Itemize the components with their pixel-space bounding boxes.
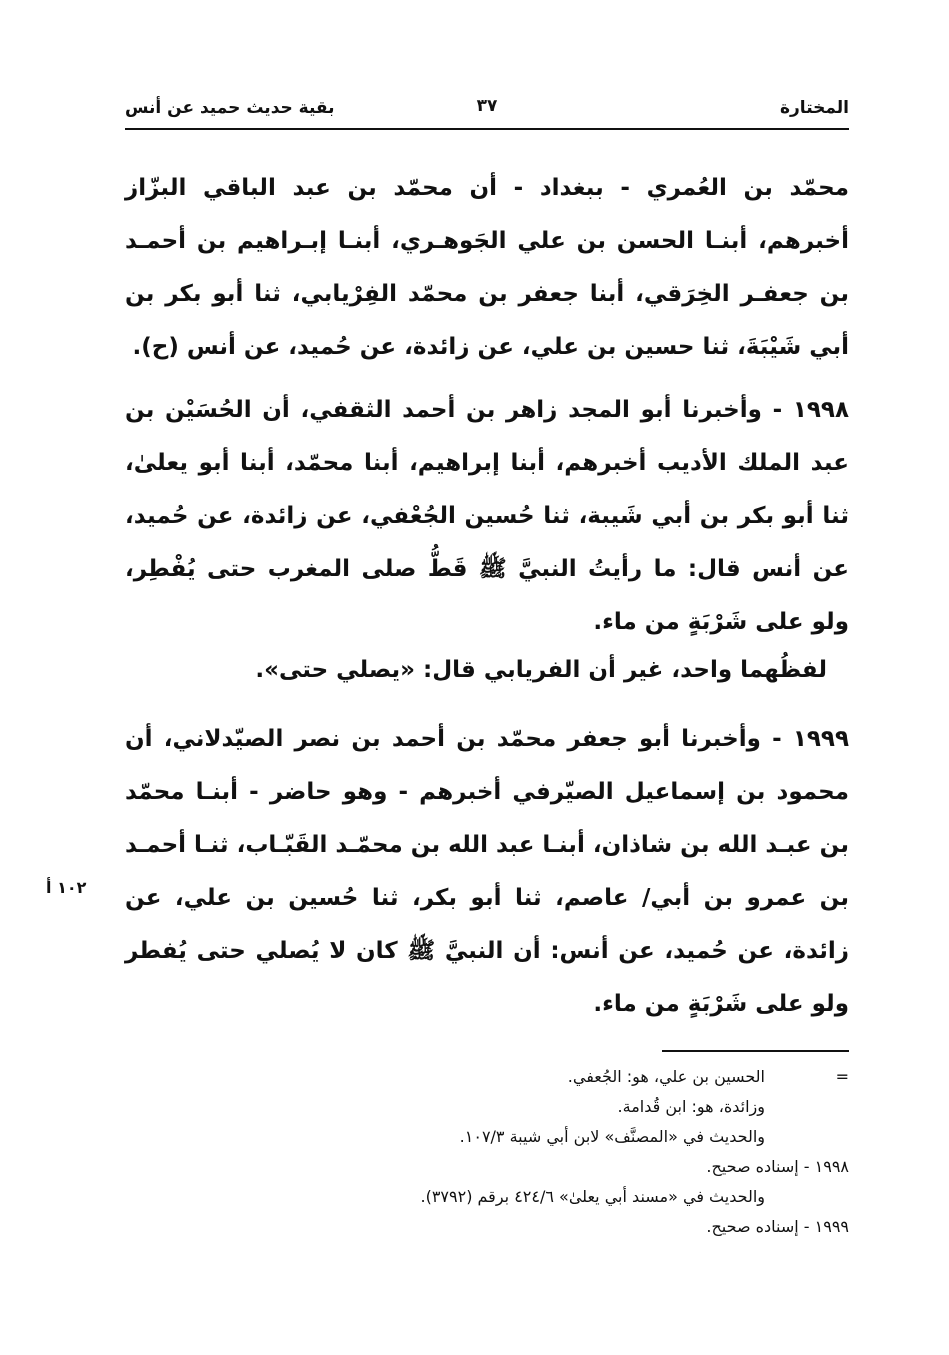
manuscript-folio-note: ١٠٢ أ xyxy=(46,878,87,897)
footnote-line: =الحسين بن علي، هو: الجُعفي. xyxy=(125,1062,849,1092)
header-divider xyxy=(125,128,849,130)
header-book-title: المختارة xyxy=(779,98,849,118)
paragraph-continuation xyxy=(125,162,849,374)
hadith-number: ١٩٩٩ xyxy=(792,726,849,752)
paragraph-text: محمّد بن العُمري - ببغداد - أن محمّد بن عبد الباقي البزّاز أخبرهم، أبنـا الحسن بن علي الجَوهـري، أبنـا إبـراهيم بن أحمـد بن جعفـر الخِرَقي، أبنا جعفر بن محمّد الفِرْيابي، ثنا أبو بكر بن أبي شَيْبَةَ، ثنا حسين بن علي، عن زائدة، عن حُميد، عن أنس (ح). xyxy=(125,175,849,360)
hadith-1998 xyxy=(125,384,849,649)
hadith-number: ١٩٩٨ xyxy=(792,397,849,423)
page-number: ٣٧ xyxy=(476,96,498,116)
footnote-line: ١٩٩٨ - إسناده صحيح. xyxy=(706,1157,849,1176)
footnote-line: وزائدة، هو: ابن قُدامة. xyxy=(617,1097,765,1116)
paragraph-text: - وأخبرنا أبو جعفر محمّد بن أحمد بن نصر الصيّدلاني، أن محمود بن إسماعيل الصيّرفي أخبرهم - وهو حاضر - أبنـا محمّد بن عبـد الله بن شاذان، أبنـا عبد الله بن محمّـد القَبّـاب، ثنـا أحمـد بن عمرو بن أبي/ عاصم، ثنا أبو بكر، ثنا حُسين بن علي، عن زائدة، عن حُميد، عن أنس: أن النبيَّ ﷺ كان لا يُصلي حتى يُفطر ولو على شَرْبَةٍ من ماء. xyxy=(125,726,849,1017)
continuation-marker: = xyxy=(835,1067,849,1086)
footnote-line: والحديث في «المصنَّف» لابن أبي شيبة ١٠٧/٣. xyxy=(459,1127,765,1146)
footnote-line: والحديث في «مسند أبي يعلىٰ» ٤٢٤/٦ برقم (٣٧٩٢). xyxy=(420,1187,765,1206)
footnote-line: ١٩٩٩ - إسناده صحيح. xyxy=(706,1217,849,1236)
page-header xyxy=(125,90,849,124)
wording-note xyxy=(125,644,849,697)
hadith-1999 xyxy=(125,713,849,1031)
footnote-divider xyxy=(662,1050,849,1052)
paragraph-text: - وأخبرنا أبو المجد زاهر بن أحمد الثقفي، أن الحُسَيْن بن عبد الملك الأديب أخبرهم، أبنا إبراهيم، أبنا محمّد، أبنا أبو يعلىٰ، ثنا أبو بكر بن أبي شَيبة، ثنا حُسين الجُعْفي، عن زائدة، عن حُميد، عن أنس قال: ما رأيتُ النبيَّ ﷺ قَطُّ صلى المغرب حتى يُفْطِر، ولو على شَرْبَةٍ من ماء. xyxy=(125,397,849,635)
header-section-title: بقية حديث حميد عن أنس xyxy=(125,98,335,118)
paragraph-text: لفظُهما واحد، غير أن الفريابي قال: «يصلي حتى». xyxy=(255,657,827,683)
footnotes xyxy=(125,1062,849,1242)
